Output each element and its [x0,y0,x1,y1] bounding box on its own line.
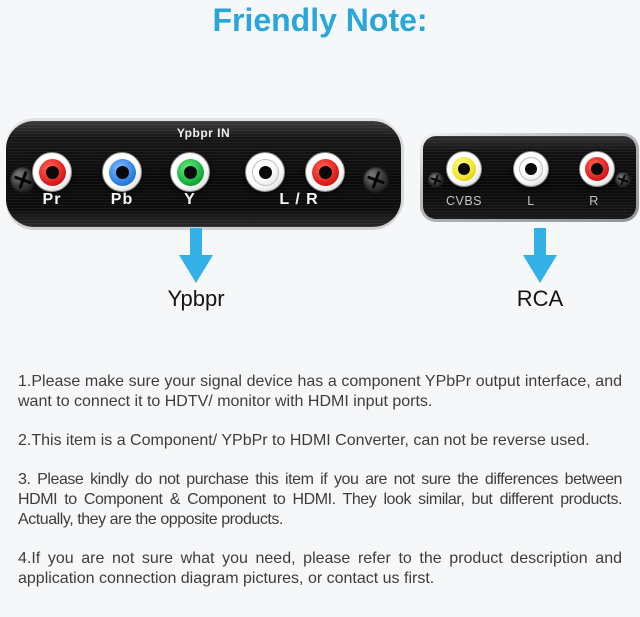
port-y-jack [170,152,210,192]
jack-hole [259,166,272,179]
port-cvbs-label: CVBS [445,194,483,208]
screw-icon [428,172,444,188]
cvbs-connector-icon [452,157,476,181]
ypbpr-device [6,121,401,227]
port-pb-label: Pb [110,191,134,208]
port-r-label: R [589,194,599,208]
rca-caption: RCA [516,286,564,311]
jack-hole [184,166,197,179]
rca-device [420,133,639,222]
port-lr-label: L / R [279,191,319,208]
r-connector-icon [585,157,609,181]
rca-device-faceplate [423,136,636,219]
screw-icon [615,172,631,188]
port-y-label: Y [184,191,196,208]
jack-hole [116,166,129,179]
ypbpr-caption: Ypbpr [167,286,225,311]
jack-hole [46,166,59,179]
notes-section [18,372,622,608]
jack-hole [458,163,470,175]
port-pr-jack [32,152,72,192]
page-title: Friendly Note: [212,2,428,38]
note-paragraph: 3. Please kindly do not purchase this item if you are not sure the differences between HDMI to Component & Component to HDMI. They look similar, but different products. Actually, they are the opposite products. [18,471,622,528]
port-audio-left-jack [245,152,285,192]
audio-right-connector-icon [312,159,339,186]
jack-hole [591,163,603,175]
jack-hole [525,163,537,175]
port-audio-right-jack [305,152,345,192]
pb-connector-icon [109,159,136,186]
down-arrow-icon [178,228,214,284]
screw-icon [363,167,389,193]
note-paragraph: 1.Please make sure your signal device has a component YPbPr output interface, and want to connect it to HDTV/ monitor with HDMI input ports. [18,373,622,410]
port-r-jack [579,151,615,187]
ypbpr-in-label: Ypbpr IN [176,126,231,140]
note-paragraph: 2.This item is a Component/ YPbPr to HDMI Converter, can not be reverse used. [18,432,590,449]
l-connector-icon [519,157,543,181]
pr-connector-icon [39,159,66,186]
jack-hole [319,166,332,179]
port-cvbs-jack [446,151,482,187]
audio-left-connector-icon [252,159,279,186]
down-arrow-icon [522,228,558,284]
port-l-label: L [527,194,535,208]
port-pb-jack [102,152,142,192]
port-pr-label: Pr [42,191,62,208]
port-l-jack [513,151,549,187]
note-paragraph: 4.If you are not sure what you need, please refer to the product description and application connection diagram pictures, or contact us first. [18,550,622,587]
y-connector-icon [177,159,204,186]
